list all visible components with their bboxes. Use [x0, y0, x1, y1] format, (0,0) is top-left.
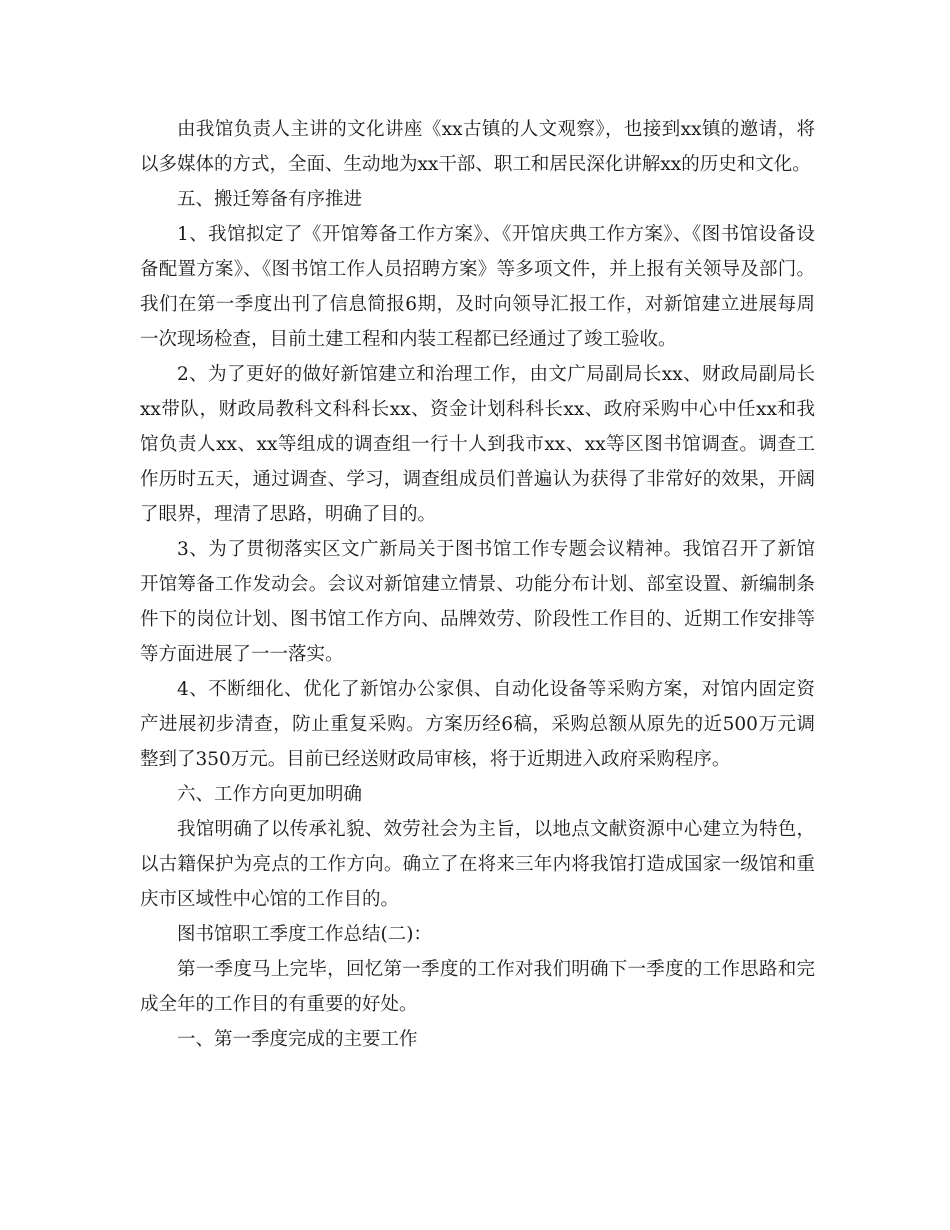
paragraph-item-1: 1、我馆拟定了《开馆筹备工作方案》、《开馆庆典工作方案》、《图书馆设备设备配置方案》、《图书馆工作人员招聘方案》等多项文件，并上报有关领导及部门。我们在第一季度出刊了信息简报6期，及时向领导汇报工作，对新馆建立进展每周一次现场检查，目前土建工程和内装工程都已经通过了竣工验收。: [140, 224, 815, 350]
section-heading-direction: 六、工作方向更加明确: [177, 784, 363, 805]
paragraph-quarter-intro: 第一季度马上完毕，回忆第一季度的工作对我们明确下一季度的工作思路和完成全年的工作目的有重要的好处。: [140, 959, 815, 1015]
document-body: [140, 112, 815, 1057]
paragraph-item-3: 3、为了贯彻落实区文广新局关于图书馆工作专题会议精神。我馆召开了新馆开馆筹备工作发动会。会议对新馆建立情景、功能分布计划、部室设置、新编制条件下的岗位计划、图书馆工作方向、品牌效劳、阶段性工作目的、近期工作安排等等方面进展了一一落实。: [140, 539, 815, 665]
paragraph-item-2: 2、为了更好的做好新馆建立和治理工作，由文广局副局长xx、财政局副局长xx带队，财政局教科文科科长xx、资金计划科科长xx、政府采购中心中任xx和我馆负责人xx、xx等组成的调查组一行十人到我市xx、xx等区图书馆调查。调查工作历时五天，通过调查、学习，调查组成员们普遍认为获得了非常好的效果，开阔了眼界，理清了思路，明确了目的。: [140, 364, 815, 525]
paragraph-direction: 我馆明确了以传承礼貌、效劳社会为主旨，以地点文献资源中心建立为特色，以古籍保护为亮点的工作方向。确立了在将来三年内将我馆打造成国家一级馆和重庆市区域性中心馆的工作目的。: [140, 819, 815, 910]
paragraph-lecture-invitation: 由我馆负责人主讲的文化讲座《xx古镇的人文观察》，也接到xx镇的邀请，将以多媒体的方式，全面、生动地为xx干部、职工和居民深化讲解xx的历史和文化。: [140, 119, 815, 175]
section-heading-relocation: 五、搬迁筹备有序推进: [177, 189, 363, 210]
paragraph-item-4: 4、不断细化、优化了新馆办公家俱、自动化设备等采购方案，对馆内固定资产进展初步清查，防止重复采购。方案历经6稿，采购总额从原先的近500万元调整到了350万元。目前已经送财政局审核，将于近期进入政府采购程序。: [140, 679, 815, 770]
section-heading-main-work: 一、第一季度完成的主要工作: [177, 1029, 418, 1050]
summary-title-two: 图书馆职工季度工作总结(二)：: [177, 924, 432, 945]
